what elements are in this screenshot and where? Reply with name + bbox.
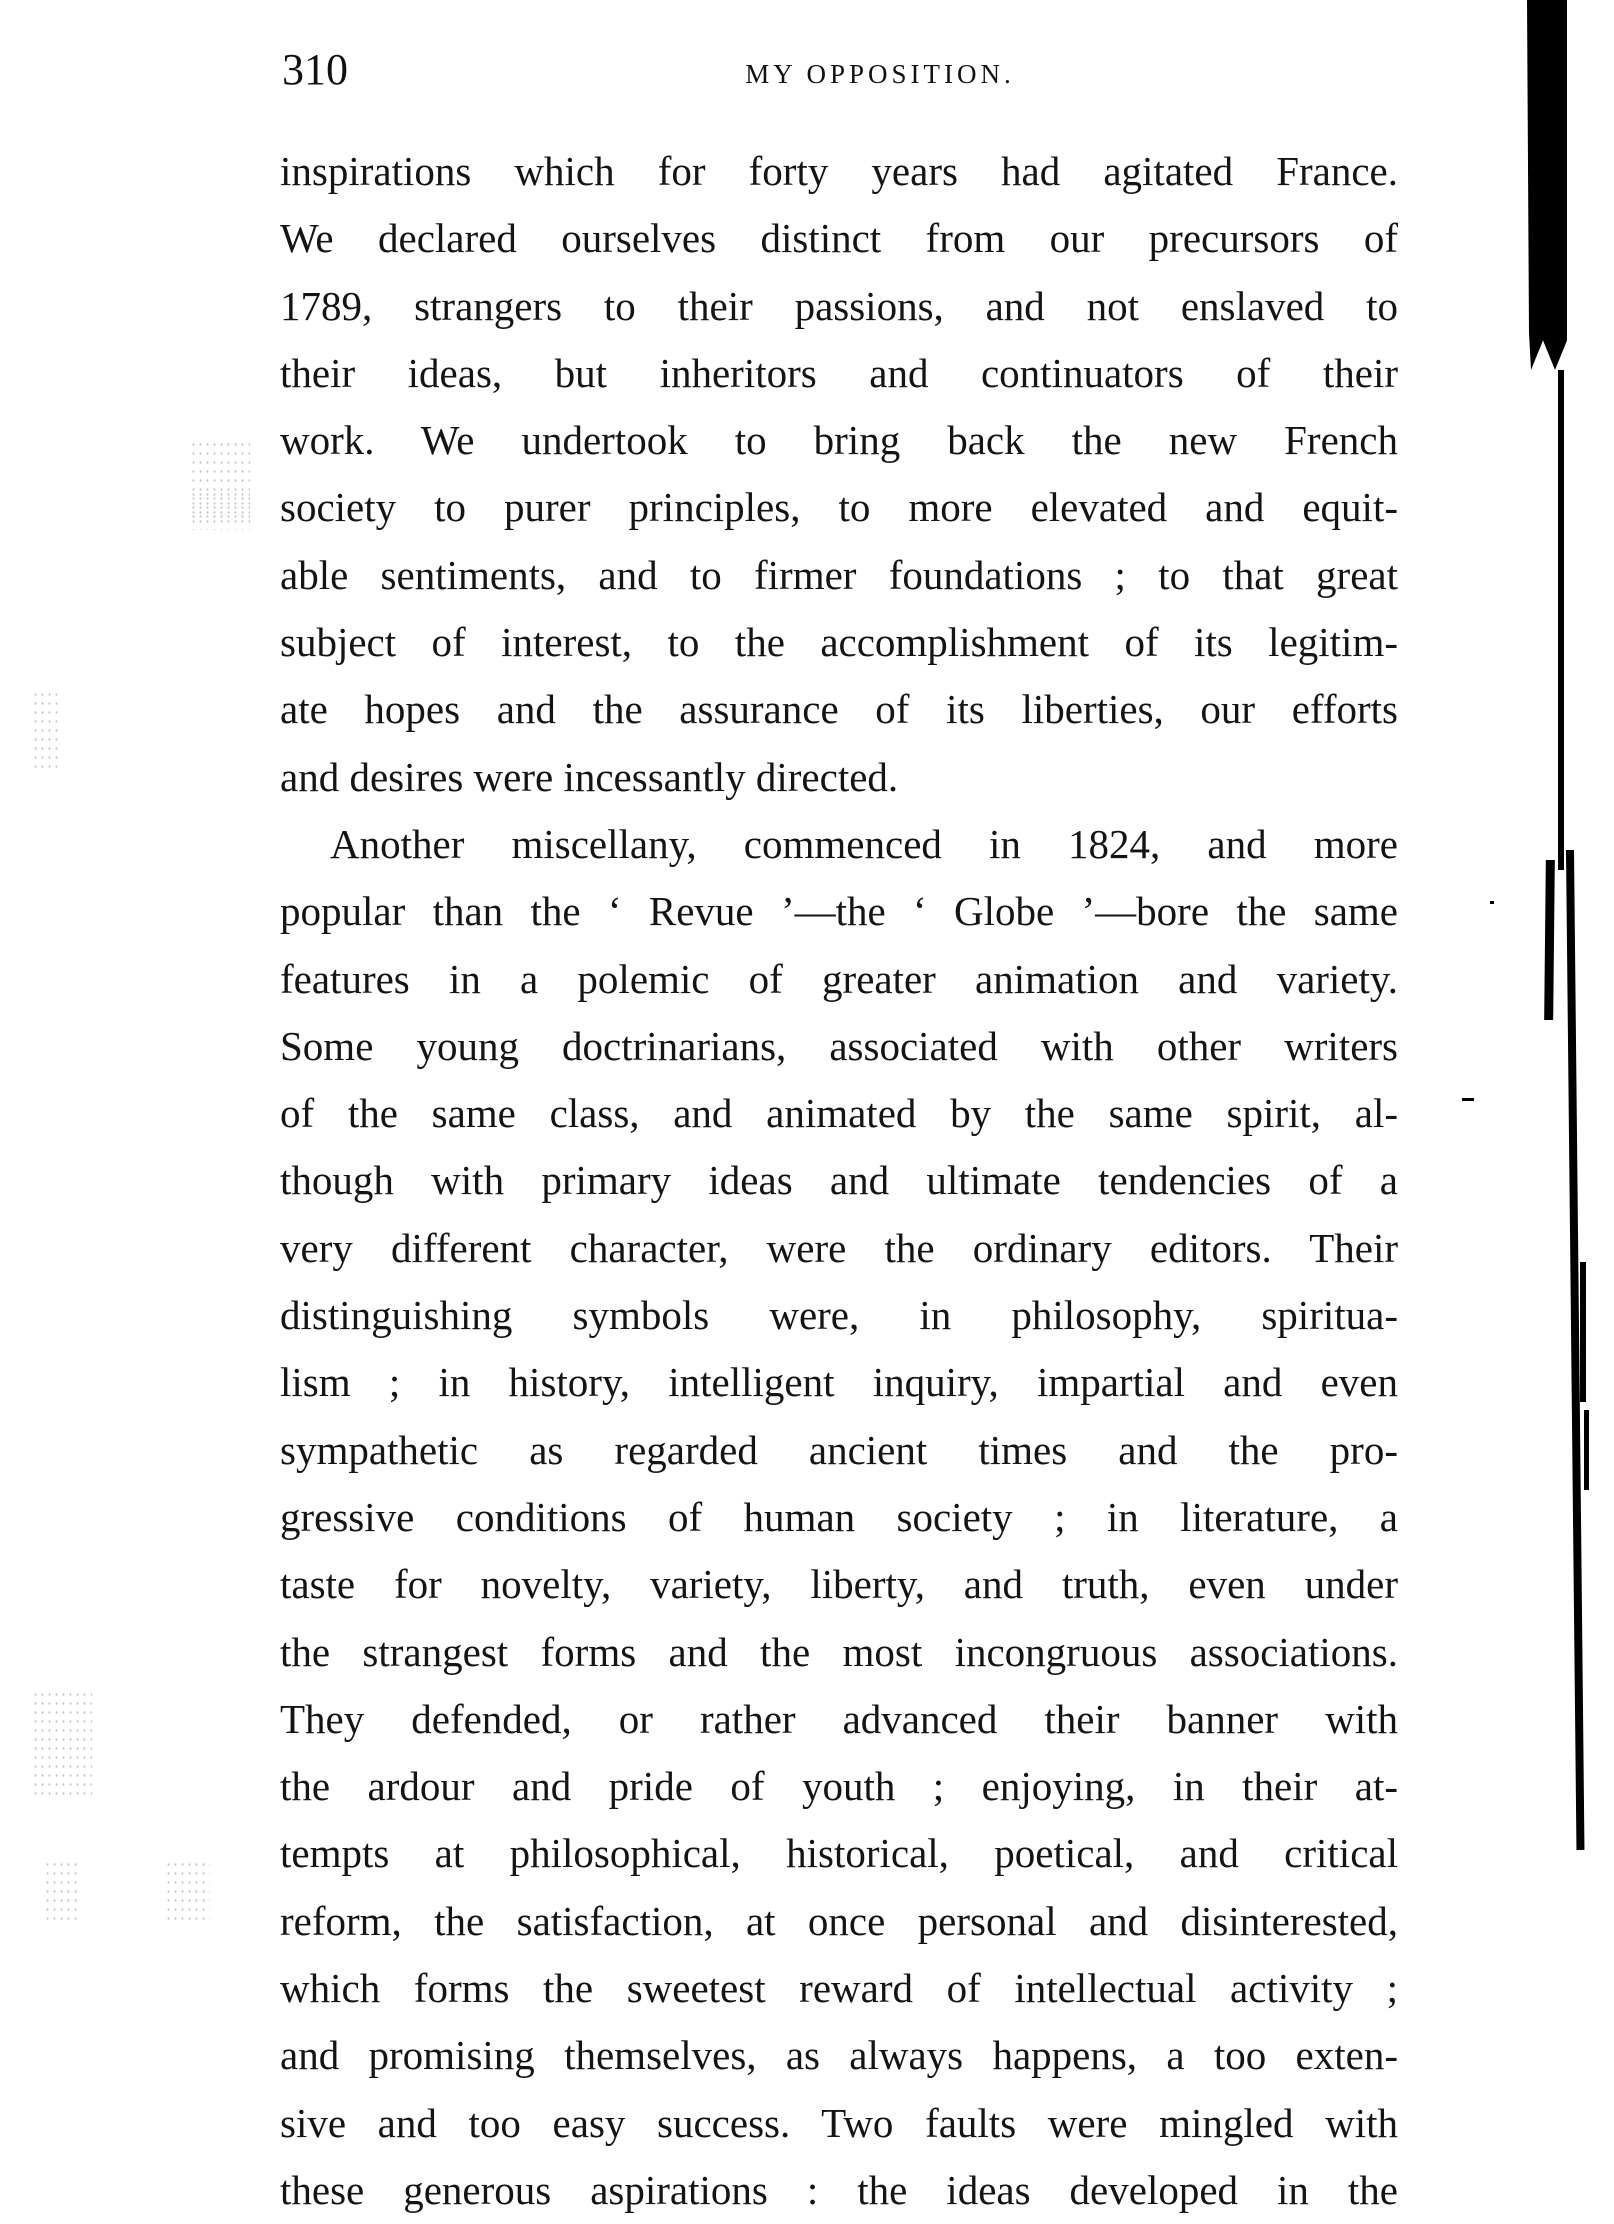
text-line: their ideas, but inheritors and continuators of their: [280, 349, 1398, 396]
text-line: sympathetic as regarded ancient times and the pro-: [280, 1426, 1398, 1473]
binding-line: [1580, 1262, 1586, 1402]
margin-tick: [1490, 901, 1494, 904]
text-line: They defended, or rather advanced their banner with: [280, 1695, 1398, 1742]
text-line: taste for novelty, variety, liberty, and truth, even under: [280, 1561, 1398, 1608]
text-line: subject of interest, to the accomplishment of its legitim-: [280, 619, 1398, 666]
page-number: 310: [282, 45, 348, 94]
scan-speckle: [32, 1690, 92, 1800]
running-head: [280, 40, 1400, 100]
text-line: Some young doctrinarians, associated with other writers: [280, 1022, 1398, 1069]
text-line: the strangest forms and the most incongruous associations.: [280, 1628, 1398, 1675]
text-line: society to purer principles, to more elevated and equit-: [280, 484, 1398, 531]
text-line: these generous aspirations : the ideas developed in the: [280, 2166, 1398, 2213]
text-line: distinguishing symbols were, in philosophy, spiritua-: [280, 1292, 1398, 1339]
binding-line: [1544, 860, 1555, 1020]
text-line: able sentiments, and to firmer foundations ; to that great: [280, 551, 1398, 598]
body-text: [280, 138, 1398, 2224]
text-line: We declared ourselves distinct from our precursors of: [280, 215, 1398, 262]
scan-speckle: [190, 490, 250, 530]
text-line: 1789, strangers to their passions, and not enslaved to: [280, 282, 1398, 329]
paragraph: [280, 811, 1398, 2224]
text-line: and promising themselves, as always happens, a too exten-: [280, 2032, 1398, 2079]
text-line: which forms the sweetest reward of intellectual activity ;: [280, 1965, 1398, 2012]
paragraph: [280, 138, 1398, 811]
text-line: reform, the satisfaction, at once personal and disinterested,: [280, 1897, 1398, 1944]
text-line: lism ; in history, intelligent inquiry, impartial and even: [280, 1359, 1398, 1406]
text-line: gressive conditions of human society ; in literature, a: [280, 1493, 1398, 1540]
scan-speckle: [44, 1860, 79, 1920]
margin-tick: [1462, 1098, 1474, 1101]
text-line: inspirations which for forty years had agitated France.: [280, 148, 1398, 194]
text-line: tempts at philosophical, historical, poetical, and critical: [280, 1830, 1398, 1877]
text-line: popular than the ‘ Revue ’—the ‘ Globe ’—bore the same: [280, 888, 1398, 935]
binding-line: [1558, 370, 1564, 870]
text-line: of the same class, and animated by the same spirit, al-: [280, 1090, 1398, 1137]
scan-speckle: [32, 690, 62, 770]
text-line: the ardour and pride of youth ; enjoying, in their at-: [280, 1763, 1398, 1810]
text-line: features in a polemic of greater animation and variety.: [280, 955, 1398, 1002]
text-line: though with primary ideas and ultimate tendencies of a: [280, 1157, 1398, 1204]
scan-speckle: [165, 1860, 210, 1920]
text-line: ate hopes and the assurance of its liberties, our efforts: [280, 686, 1398, 733]
text-line: sive and too easy success. Two faults were mingled with: [280, 2099, 1398, 2146]
text-line: work. We undertook to bring back the new French: [280, 417, 1398, 464]
text-line: and desires were incessantly directed.: [280, 753, 899, 800]
binding-line: [1584, 1410, 1589, 1490]
running-title: MY OPPOSITION.: [745, 59, 1015, 89]
binding-shadow: [1527, 0, 1567, 370]
text-line: very different character, were the ordinary editors. Their: [280, 1224, 1398, 1271]
text-line: Another miscellany, commenced in 1824, and more: [330, 820, 1398, 867]
